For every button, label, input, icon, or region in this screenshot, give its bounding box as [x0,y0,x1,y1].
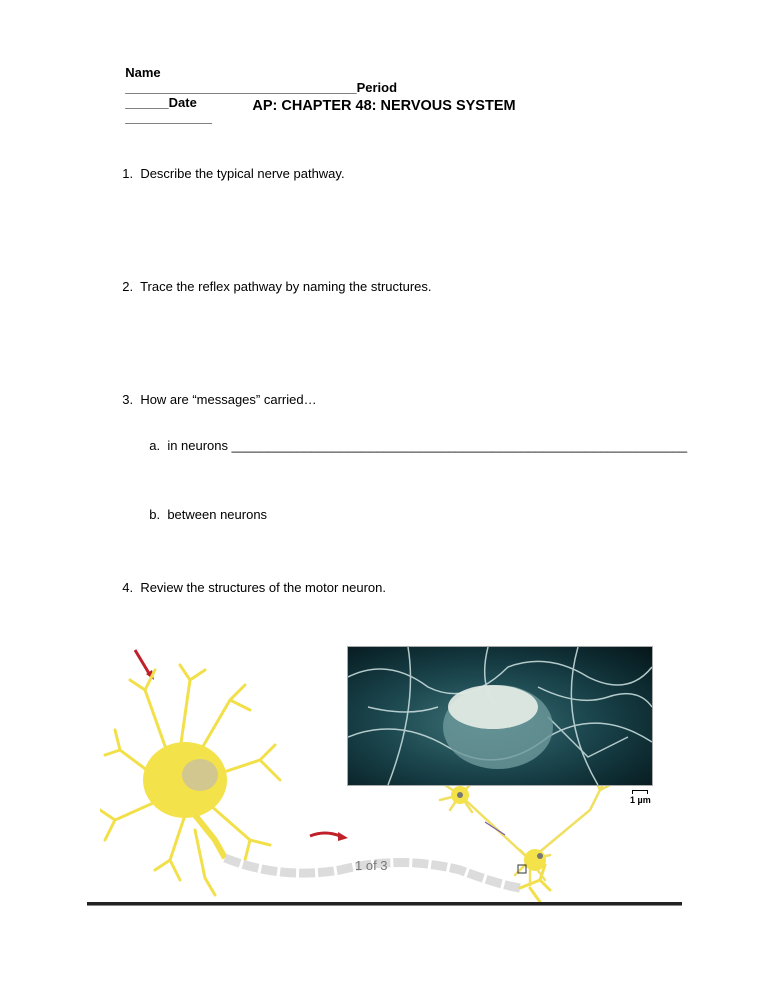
page-indicator: 1 of 3 [355,858,388,873]
question-4 [115,565,386,595]
question-1 [115,151,345,181]
subitem-text: in neurons [167,438,229,453]
name-blank[interactable]: ________________________________ [125,80,357,95]
question-text: Review the structures of the motor neuron. [140,580,386,595]
question-number: 3. [122,392,134,407]
motor-neuron-figure [100,630,690,905]
nucleus [182,759,218,791]
period-blank[interactable]: ______ [125,95,169,110]
question-3b [142,492,267,522]
period-label: Period [356,80,398,95]
scale-label: 1 µm [630,795,651,805]
date-label: Date [168,95,197,110]
input-arrow-icon [135,650,150,675]
question-2 [115,264,432,294]
question-number: 4. [122,580,134,595]
scale-bar-icon [632,790,648,794]
question-number: 1. [122,166,134,181]
horizontal-rule [87,902,682,906]
question-number: 2. [122,279,134,294]
question-3 [115,377,317,407]
scale-bar [630,790,651,805]
name-label: Name [125,65,161,80]
signal-arrow-icon [310,833,340,836]
micrograph-image [348,647,652,785]
question-text: Trace the reflex pathway by naming the structures. [140,279,432,294]
subitem-text: between neurons [167,507,268,522]
answer-blank[interactable]: _______________________________________________________________ [231,438,688,453]
subitem-letter: b. [149,507,161,522]
question-text: Describe the typical nerve pathway. [140,166,345,181]
page-title: AP: CHAPTER 48: NERVOUS SYSTEM [252,98,516,114]
sem-micrograph [347,646,653,786]
subitem-letter: a. [149,438,161,453]
question-text: How are “messages” carried… [140,392,317,407]
question-3a [142,423,687,453]
date-blank[interactable]: ____________ [125,110,212,125]
